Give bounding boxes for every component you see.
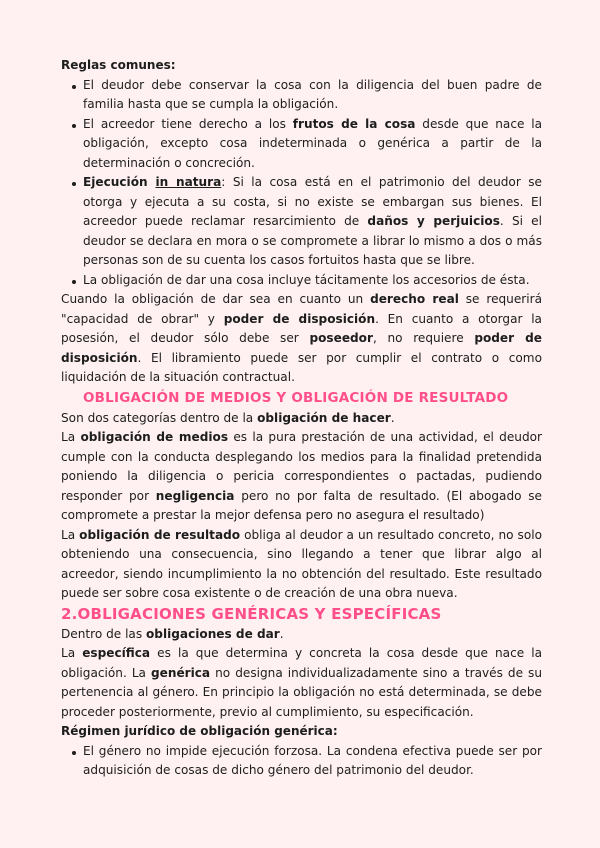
list-item-text: El género no impide ejecución forzosa. La condena efectiva puede ser por adquisición de cosas de dicho género del patrimonio del deudor. bbox=[83, 743, 542, 777]
obligacion-medios-paragraph bbox=[61, 428, 542, 526]
medios-intro bbox=[61, 409, 542, 429]
bold-term: obligación de resultado bbox=[79, 527, 241, 542]
bold-term: Ejecución bbox=[83, 175, 156, 189]
list-item-text: El deudor debe conservar la cosa con la diligencia del buen padre de familia hasta que se cumpla la obligación. bbox=[83, 77, 542, 111]
reglas-comunes-title: Reglas comunes: bbox=[61, 58, 176, 72]
list-item bbox=[83, 115, 542, 174]
text-span: es la que determina y concreta la cosa desde que nace la obligación. La bbox=[61, 646, 542, 680]
regimen-juridico-title: Régimen jurídico de obligación genérica: bbox=[61, 724, 338, 738]
bold-term: daños y perjuicios bbox=[367, 214, 500, 228]
obligacion-resultado-paragraph bbox=[61, 526, 542, 604]
derecho-real-paragraph bbox=[61, 290, 542, 388]
list-item-text: La obligación de dar una cosa incluye tácitamente los accesorios de ésta. bbox=[83, 272, 530, 287]
section-heading-genericas-especificas: 2.OBLIGACIONES GENÉRICAS Y ESPECÍFICAS bbox=[61, 604, 442, 623]
text-span: es la pura prestación de una actividad, el deudor cumple con la conducta desplegando los medios para la finalidad pretendida poniendo la diligencia o pericia correspondientes o pactadas, pudiendo responder por bbox=[61, 430, 542, 503]
bold-term: genérica bbox=[150, 665, 211, 680]
bold-term: poder de disposición bbox=[61, 331, 542, 365]
bold-term: frutos de la cosa bbox=[292, 116, 416, 131]
genericas-intro bbox=[61, 625, 542, 645]
list-item bbox=[83, 76, 542, 115]
bold-term: negligencia bbox=[155, 488, 235, 503]
text-span: obliga al deudor a un resultado concreto, no solo obteniendo una consecuencia, sino llegando a tener que librar algo al acreedor, siendo incumplimiento la no obtención del resultado. Este resultado puede ser sobre cosa existente o de creación de una obra nueva. bbox=[61, 527, 542, 600]
text-span: . El libramiento puede ser por cumplir el contrato o como liquidación de la situación contractual. bbox=[61, 350, 542, 384]
especifica-generica-paragraph bbox=[61, 644, 542, 722]
text-span: . bbox=[390, 410, 395, 425]
text-span: Son dos categorías dentro de la bbox=[61, 410, 258, 425]
list-item bbox=[83, 173, 542, 271]
text-span: Dentro de las bbox=[61, 626, 146, 641]
section-heading-medios-resultado: OBLIGACIÓN DE MEDIOS Y OBLIGACIÓN DE RESULTADO bbox=[83, 389, 509, 406]
bold-term: poseedor bbox=[309, 331, 373, 345]
text-span: Cuando la obligación de dar sea en cuanto un bbox=[61, 292, 371, 306]
text-span: , no requiere bbox=[372, 331, 475, 345]
bold-term: específica bbox=[82, 646, 151, 660]
text-span: . Si el deudor se declara en mora o se compromete a librar lo mismo a dos o más personas son de su cuenta los casos fortuitos hasta que se libre. bbox=[83, 214, 542, 267]
bold-term: poder de disposición bbox=[223, 311, 376, 326]
text-span: La bbox=[61, 430, 81, 444]
text-span: : Si la cosa está en el patrimonio del deudor se otorga y ejecuta a su costa, si no existe se embargan sus bienes. El acreedor puede reclamar resarcimiento de bbox=[83, 175, 542, 228]
text-span: La bbox=[61, 527, 80, 542]
text-span: . En cuanto a otorgar la posesión, el deudor sólo debe ser bbox=[61, 311, 542, 345]
text-span: El acreedor tiene derecho a los bbox=[83, 116, 293, 131]
bold-term: obligación de medios bbox=[80, 430, 229, 444]
reglas-list bbox=[61, 76, 542, 291]
underlined-term: in natura bbox=[155, 175, 222, 189]
text-span: pero no por falta de resultado. (El abogado se compromete a prestar la mejor defensa pero no asegura el resultado) bbox=[61, 488, 542, 522]
text-span: desde que nace la obligación, excepto cosa indeterminada o genérica a partir de la determinación o concreción. bbox=[83, 116, 543, 170]
text-span: no designa individualizadamente sino a través de su pertenencia al género. En principio la obligación no está determinada, se debe proceder posteriormente, previo al cumplimiento, su especificación. bbox=[61, 665, 543, 719]
text-span: La bbox=[61, 646, 83, 660]
bold-term: obligaciones de dar bbox=[146, 626, 280, 641]
list-item bbox=[83, 271, 542, 291]
text-span: . bbox=[279, 626, 284, 641]
regimen-list bbox=[61, 742, 542, 781]
text-span: se requerirá "capacidad de obrar" y bbox=[61, 292, 543, 326]
bold-term: obligación de hacer bbox=[257, 410, 391, 425]
list-item bbox=[83, 742, 542, 781]
bold-term: derecho real bbox=[370, 292, 459, 306]
